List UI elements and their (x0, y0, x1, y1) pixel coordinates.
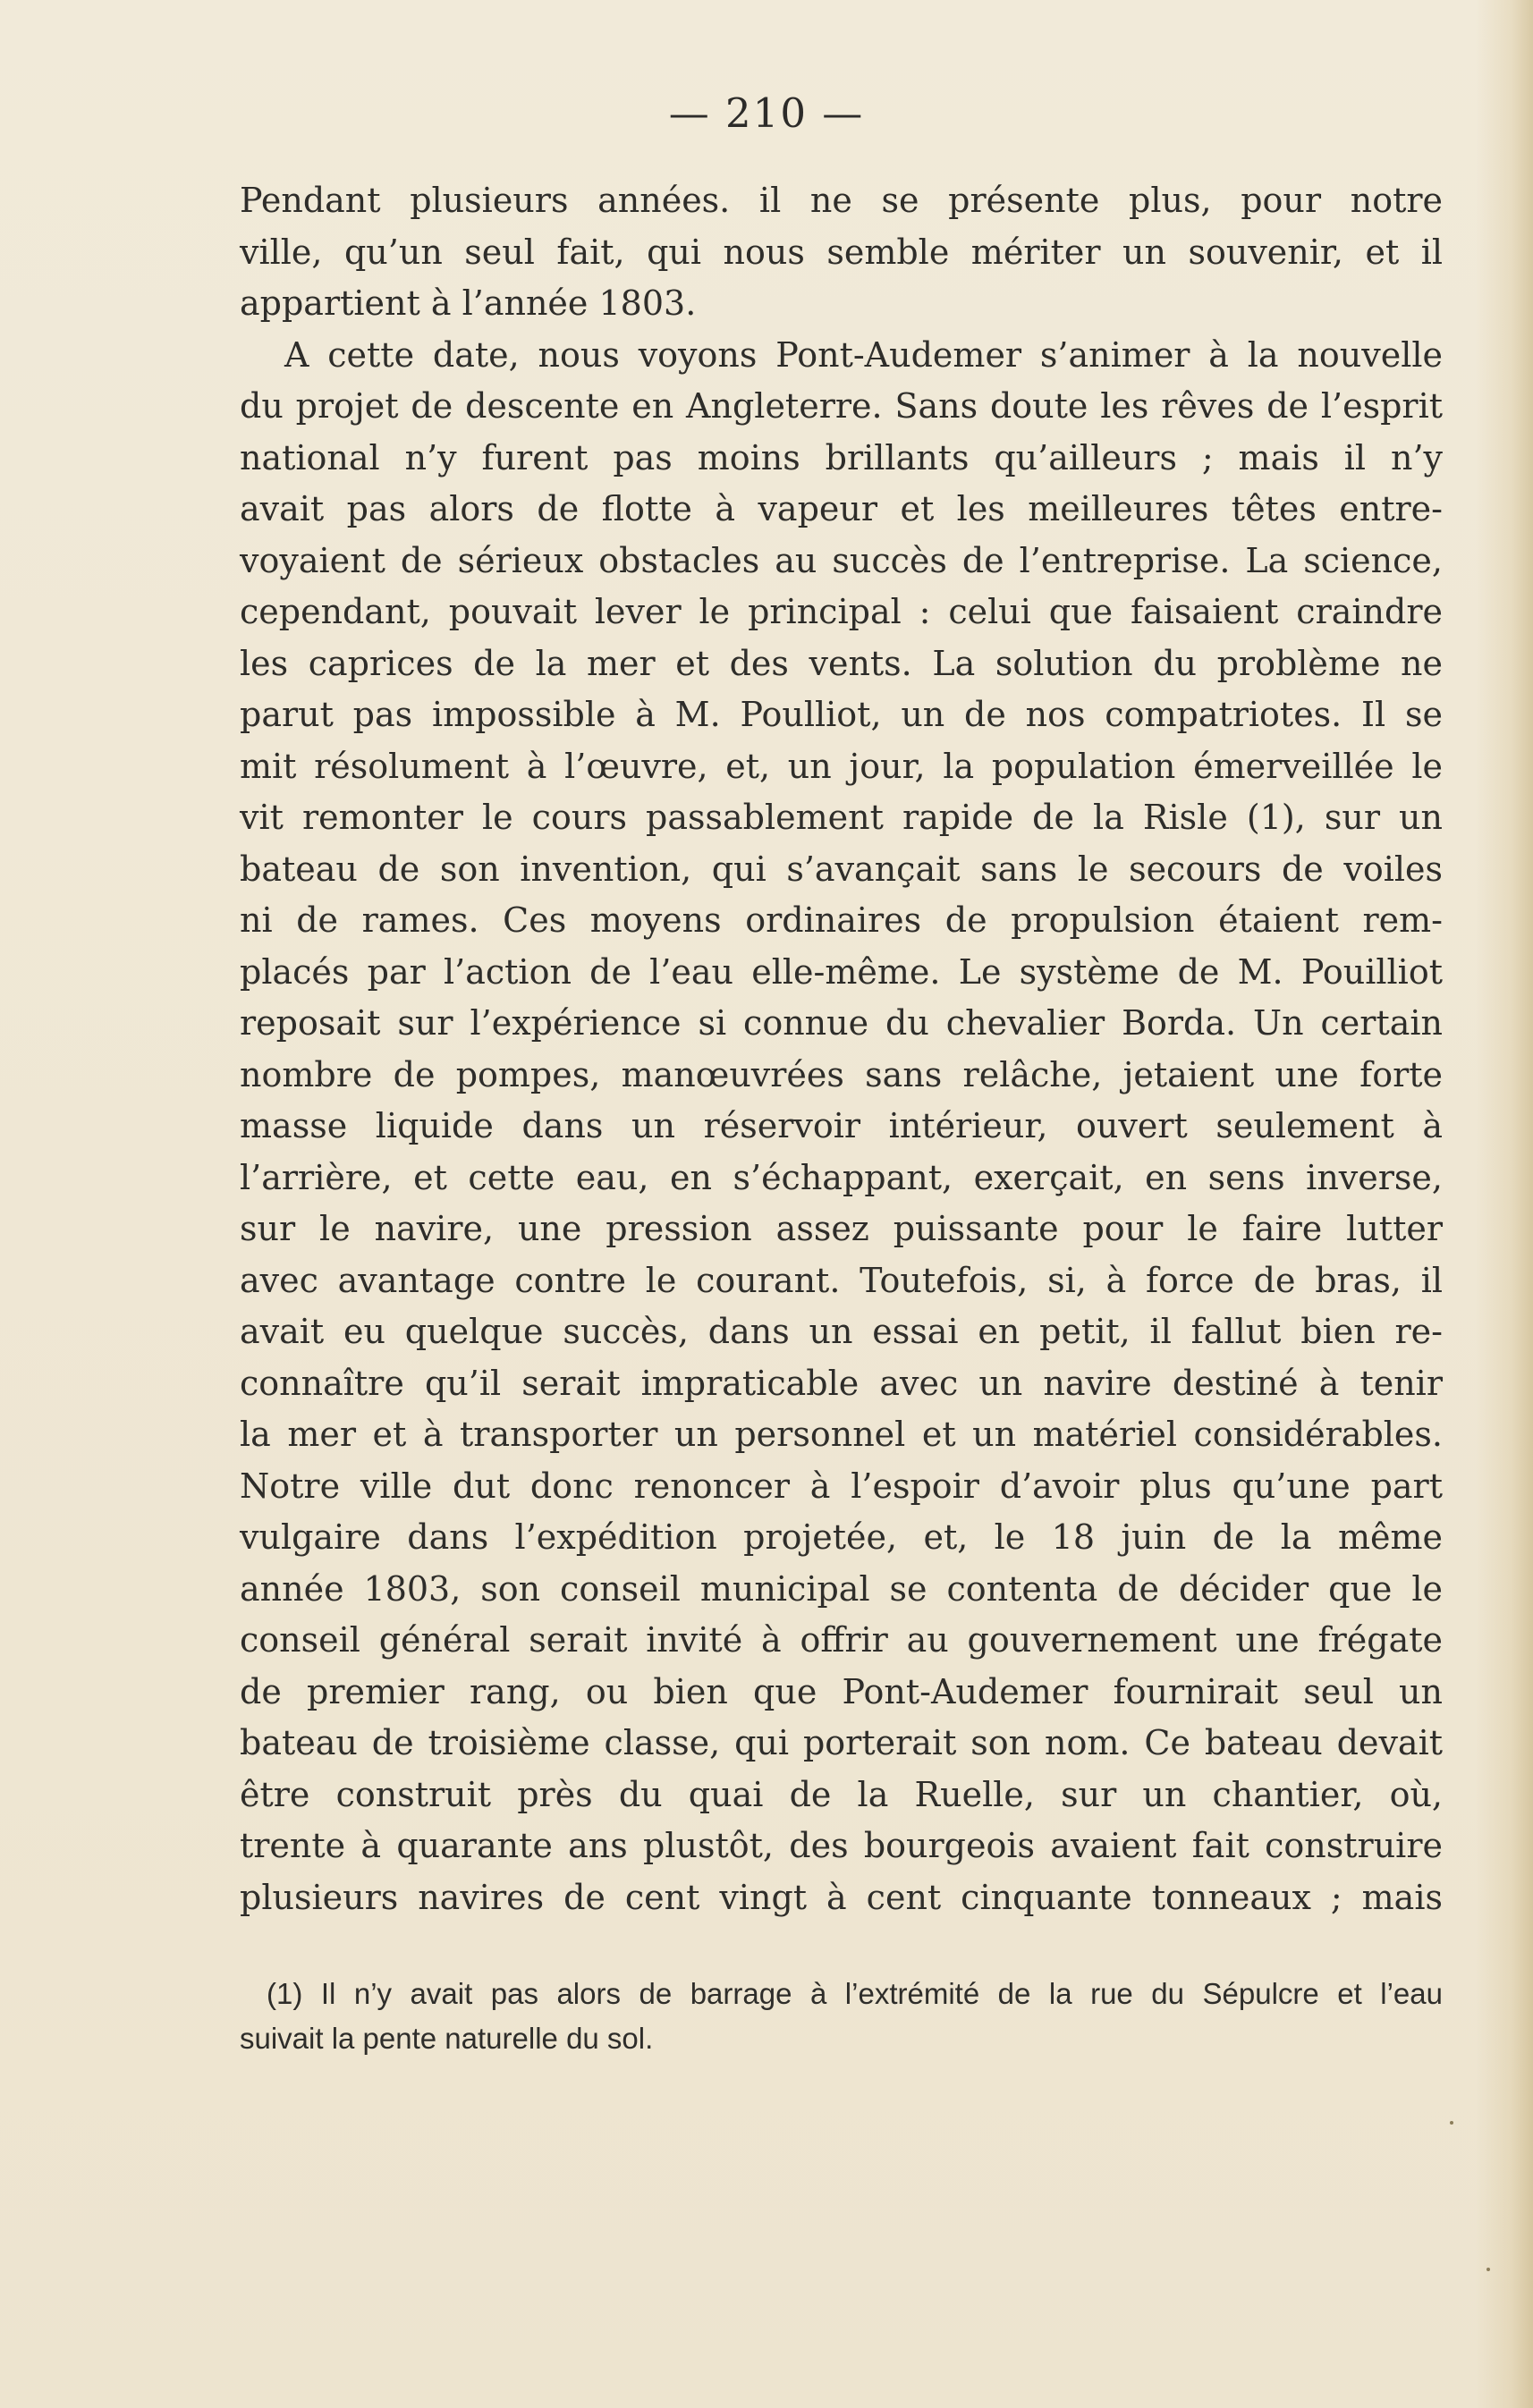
text-line: parut pas impossible à M. Poulliot, un de nos compatriotes. Il se (240, 695, 1443, 734)
edge-speck (1486, 2268, 1490, 2271)
text-line: être construit près du quai de la Ruelle, sur un chantier, où, (240, 1774, 1443, 1814)
text-line: voyaient de sérieux obstacles au succès de l’entreprise. La science, (240, 540, 1443, 580)
edge-speck (1450, 2121, 1453, 2125)
text-line: reposait sur l’expérience si connue du chevalier Borda. Un certain (240, 1003, 1443, 1043)
page-number: — 210 — (668, 89, 865, 137)
text-line: sur le navire, une pression assez puissante pour le faire lutter (240, 1209, 1443, 1248)
text-line: placés par l’action de l’eau elle-même. Le système de M. Pouilliot (240, 951, 1443, 992)
footnote (240, 1972, 1443, 2061)
text-line: les caprices de la mer et des vents. La solution du problème ne (240, 643, 1443, 683)
text-line: année 1803, son conseil municipal se contenta de décider que le (240, 1568, 1443, 1609)
text-line: bateau de son invention, qui s’avançait sans le secours de voiles (240, 849, 1443, 889)
text-line: la mer et à transporter un personnel et un matériel considérables. (240, 1415, 1443, 1454)
text-line: ni de rames. Ces moyens ordinaires de propulsion étaient rem- (240, 900, 1443, 940)
text-line: avait pas alors de flotte à vapeur et les meilleures têtes entre- (240, 489, 1443, 528)
text-line: Pendant plusieurs années. il ne se présente plus, pour notre (240, 181, 1443, 220)
text-line: avec avantage contre le courant. Toutefois, si, à force de bras, il (240, 1260, 1443, 1300)
text-line: mit résolument à l’œuvre, et, un jour, la population émerveillée le (240, 746, 1443, 786)
text-line: masse liquide dans un réservoir intérieur, ouvert seulement à (240, 1106, 1443, 1145)
text-line: vit remonter le cours passablement rapide de la Risle (1), sur un (240, 798, 1443, 837)
text-line: cependant, pouvait lever le principal : celui que faisaient craindre (240, 592, 1443, 631)
text-line: vulgaire dans l’expédition projetée, et, le 18 juin de la même (240, 1517, 1443, 1557)
footnote-line: (1) Il n’y avait pas alors de barrage à l’extrémité de la rue du Sépulcre et l’eau (267, 1977, 1443, 2010)
text-line: nombre de pompes, manœuvrées sans relâche, jetaient une forte (240, 1054, 1443, 1094)
text-line: de premier rang, ou bien que Pont-Audemer fournirait seul un (240, 1671, 1443, 1711)
text-line: du projet de descente en Angleterre. Sans doute les rêves de l’esprit (240, 386, 1443, 426)
footnote-line: suivait la pente naturelle du sol. (240, 2022, 654, 2055)
text-line: l’arrière, et cette eau, en s’échappant, exerçait, en sens inverse, (240, 1157, 1443, 1197)
body-text (240, 175, 1443, 1923)
text-line: conseil général serait invité à offrir au gouvernement une frégate (240, 1620, 1443, 1660)
text-line: national n’y furent pas moins brillants qu’ailleurs ; mais il n’y (240, 437, 1443, 477)
text-line: ville, qu’un seul fait, qui nous semble mériter un souvenir, et il (240, 232, 1443, 272)
text-line: avait eu quelque succès, dans un essai en petit, il fallut bien re- (240, 1312, 1443, 1351)
text-line: A cette date, nous voyons Pont-Audemer s’animer à la nouvelle (284, 334, 1443, 375)
text-line: bateau de troisième classe, qui porterait son nom. Ce bateau devait (240, 1723, 1443, 1762)
text-line: connaître qu’il serait impraticable avec un navire destiné à tenir (240, 1363, 1443, 1403)
text-line: plusieurs navires de cent vingt à cent cinquante tonneaux ; mais (240, 1877, 1443, 1917)
text-line: appartient à l’année 1803. (240, 283, 697, 323)
text-line: Notre ville dut donc renoncer à l’espoir d’avoir plus qu’une part (240, 1466, 1443, 1506)
text-line: trente à quarante ans plustôt, des bourgeois avaient fait construire (240, 1826, 1443, 1865)
